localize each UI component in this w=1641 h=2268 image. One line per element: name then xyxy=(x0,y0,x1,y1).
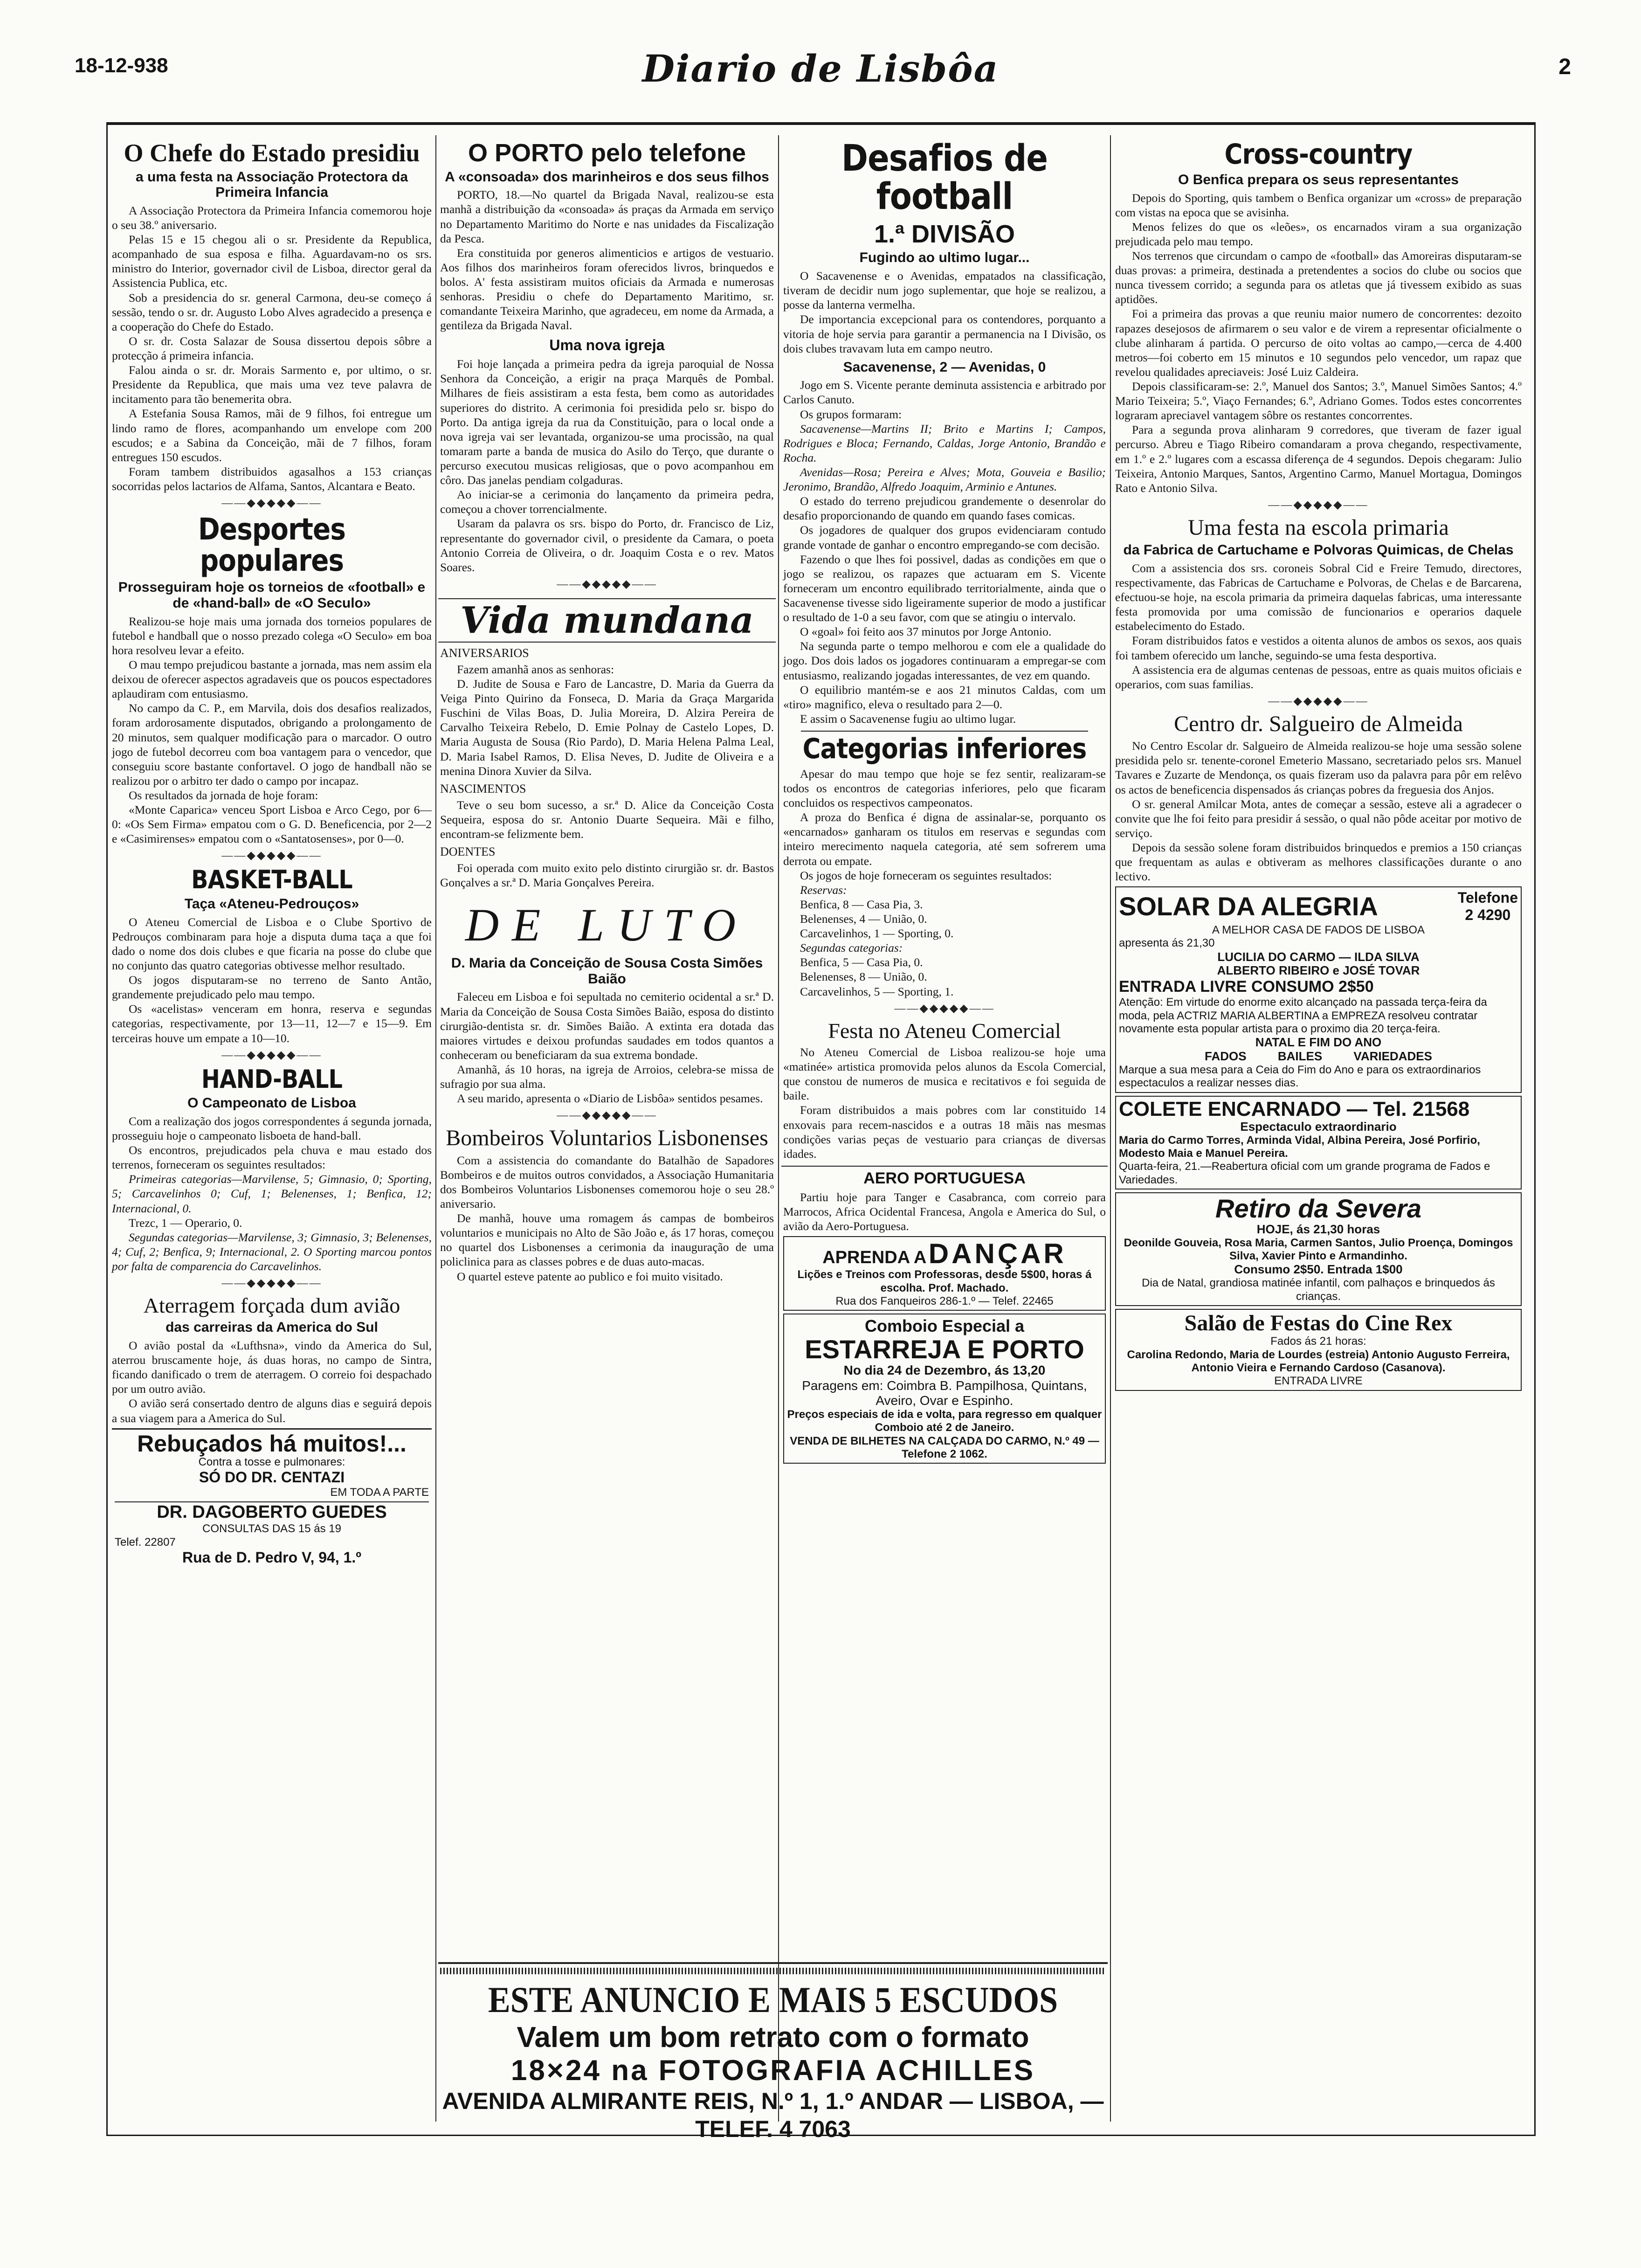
article-body: Foi operada com muito exito pelo distinto cirurgião sr. dr. Bastos Gonçalves a sr.ª D. Maria Gonçalves Pereira. xyxy=(440,861,774,890)
article-body: Teve o seu bom sucesso, a sr.ª D. Alice da Conceição Costa Sequeira, esposa do sr. Antonio Duarte Sequeira. Mãi e filho, encontram-se felizmente bem. xyxy=(440,798,774,841)
article-subheadline: das carreiras da America do Sul xyxy=(165,1320,378,1335)
section-label: NASCIMENTOS xyxy=(440,781,526,795)
article-subheadline: Taça «Ateneu-Pedrouços» xyxy=(184,896,359,912)
article-headline: O Chefe do Estado presidiu xyxy=(124,139,420,167)
article-headline: Bombeiros Voluntarios Lisbonenses xyxy=(446,1126,768,1151)
article-headline: O PORTO pelo telefone xyxy=(468,139,746,167)
article-headline: AERO PORTUGUESA xyxy=(781,1166,1108,1187)
ornament-divider: ——◆◆◆◆◆—— xyxy=(221,850,322,862)
article-subheadline: D. Maria da Conceição de Sousa Costa Simões Baião xyxy=(451,955,763,987)
article-headline: Aterragem forçada dum avião xyxy=(143,1293,400,1318)
column-3 xyxy=(781,135,1108,2122)
article-body: PORTO, 18.—No quartel da Brigada Naval, realizou-se esta manhã a distribuição da «consoada» ás praças da Armada em serviço no Departamento Maritimo do Norte e nas unidades da Fiscalização da Pesca. Era constituida por generos alimenticios e artigos de vestuario. Aos filhos dos marinheiros foram oferecidos livros, brinquedos e bolos. A' festa assistiram muitos oficiais da Armada e numerosas senhoras. Presidiu o chefe do Departamento Maritimo, sr. comandante Teixeira Marinho, que agradeceu, em nome da Armada, a gentileza da Brigada Naval. xyxy=(440,188,774,332)
issue-date: 18-12-938 xyxy=(75,54,168,77)
article-body: Realizou-se hoje mais uma jornada dos torneios populares de futebol e handball que o nosso prezado colega «O Seculo» em boa hora resolveu levar a efeito. O mau tempo prejudicou bastante a jornada, mas nem assim ela deixou de oferecer aspectos agradaveis que os poucos espectadores aplaudiram com entusiasmo. No campo da C. P., em Marvila, dois dos desafios realizados, foram ardorosamente disputados, obrigando a prolongamento de 20 minutos, sem qualquer modificação para o marcador. O outro jogo de futebol decorreu com boa vantagem para o vencedor, que conseguiu score bastante confortavel. O jogo de handball não se realizou por o arbitro ter dado o campo por incapaz. Os resultados da jornada de hoje foram: «Monte Caparica» venceu Sport Lisboa e Arco Cego, por 6—0: «Os Sem Firma» empatou com o G. D. Beneficencia, por 2—2 e «Casimirenses» empatou com o «Santatosenses», por 0—0. xyxy=(112,614,432,846)
article-headline: Desafios de football xyxy=(841,138,1048,218)
article-body: O Ateneu Comercial de Lisboa e o Clube Sportivo de Pedrouços combinaram para hoje a disputa duma taça a que foi dado o nome dos dois clubes e que ficaria na posse do clube que no conjunto das quatro categorias obtivesse melhor resultado. Os jogos disputaram-se no terreno de Santo Antão, grandemente prejudicado pelo mau tempo. Os «acelistas» venceram em honra, reserva e segundas categorias, respectivamente, por 13—11, 12—7 e 15—9. Em terceiras houve um empate a 10—10. xyxy=(112,915,432,1045)
column-rule xyxy=(1110,135,1111,2122)
ad-line: AVENIDA ALMIRANTE REIS, N.º 1, 1.º ANDAR — LISBOA, — TELEF. 4 7063 xyxy=(442,2088,1104,2143)
article-headline: Uma festa na escola primaria xyxy=(1188,515,1449,540)
advertisement-rebucados: Rebuçados há muitos!... Contra a tosse e pulmonares: SÓ DO DR. CENTAZI EM TODA A PARTE DR. DAGOBERTO GUEDES CONSULTAS DAS 15 ás 19 Telef. 22807 Rua de D. Pedro V, 94, 1.º xyxy=(112,1428,432,1568)
article-headline: Uma nova igreja xyxy=(549,337,665,354)
article-headline: Categorias inferiores xyxy=(801,731,1088,764)
article-headline: Festa no Ateneu Comercial xyxy=(828,1018,1061,1043)
match-score: Sacavenense, 2 — Avenidas, 0 xyxy=(843,359,1046,375)
article-body: No Centro Escolar dr. Salgueiro de Almeida realizou-se hoje uma sessão solene presidida pelo sr. tenente-coronel Emeterio Massano, secretariado pelos srs. Manuel Tavares e Zuzarte de Mendonça, os quais fizeram uso da palavra para pôr em relêvo os actos de beneficencia dispensados ás crianças pobres da freguesia dos Anjos. O sr. general Amilcar Mota, antes de começar a sessão, esteve ali a agradecer o convite que lhe foi feito para presidir á sessão, o qual não pôde aceitar por motivo de serviço. Depois da sessão solene foram distribuidos brinquedos e premios a 150 crianças que frequentam as aulas e obtiveram as melhores classificações durante o ano lectivo. xyxy=(1115,739,1522,884)
article-body: Com a assistencia dos srs. coroneis Sobral Cid e Freire Temudo, directores, respectivamente, das Fabricas de Cartuchame e Polvoras, de Chelas e de Barcarena, efectuou-se hoje, na escola primaria da primeira daquelas fabricas, uma interessante festa promovida por uma comissão de funcionarios e operarios daquele estabelecimento do Estado. Foram distribuidos fatos e vestidos a oitenta alunos de ambos os sexos, aos quais foi tambem oferecido um lanche, seguindo-se uma festa desportiva. A assistencia era de algumas centenas de pessoas, entre as quais muitos oficiais e operarios, com suas familias. xyxy=(1115,561,1522,691)
advertisement-fotografia-achilles xyxy=(438,1962,1108,2143)
article-headline: HAND-BALL xyxy=(201,1064,343,1094)
ornament-divider: ——◆◆◆◆◆—— xyxy=(221,1277,322,1290)
page-number: 2 xyxy=(1558,55,1571,79)
section-title-vida-mundana: Vida mundana xyxy=(438,598,776,643)
article-body: Faleceu em Lisboa e foi sepultada no cemiterio ocidental a sr.ª D. Maria da Conceição de Sousa Costa Simões Baião, esposa do distinto cirurgião-dentista sr. dr. Simões Baião. A extinta era dotada das maiores virtudes e deixou profundas saudades em todos quantos a conheceram ou beneficiaram da sua extrema bondade. Amanhã, ás 10 horas, na igreja de Arroios, celebra-se missa de sufragio por sua alma. A seu marido, apresenta o «Diario de Lisbôa» sentidos pesames. xyxy=(440,990,774,1106)
article-body: Foi hoje lançada a primeira pedra da igreja paroquial de Nossa Senhora da Conceição, a erigir na praça Marquês de Pombal. Milhares de fieis assistiram a esta festa, bem como as autoridades superiores do distrito. A cerimonia foi presidida pelo sr. bispo do Porto. Da antiga igreja da rua da Constituição, para o local onde a nova igreja vai ser levantada, organizou-se uma procissão, na qual tomaram parte a banda de musica do Asilo do Terço, que durante o percurso executou musicas religiosas, que o povo acompanhou em côro. Das janelas pendiam colgaduras. Ao iniciar-se a cerimonia do lançamento da primeira pedra, começou a chover torrencialmente. Usaram da palavra os srs. bispo do Porto, dr. Francisco de Liz, representante do governador civil, o presidente da Camara, o poeta Antonio Correia de Oliveira, o dr. Joaquim Costa e o rev. Matos Soares. xyxy=(440,357,774,574)
article-body: O avião postal da «Lufthsna», vindo da America do Sul, aterrou bruscamente hoje, ás duas horas, no campo de Sintra, ficando danificado o trem de aterragem. O correio foi despachado por um outro avião. O avião será consertado dentro de alguns dias e seguirá depois a sua viagem para a America do Sul. xyxy=(112,1339,432,1425)
article-body: Partiu hoje para Tanger e Casabranca, com correio para Marrocos, Africa Ocidental Francesa, Angola e America do Sul, o avião da Aero-Portuguesa. xyxy=(783,1190,1106,1233)
article-subheadline: Prosseguiram hoje os torneios de «football» e de «hand-ball» de «O Seculo» xyxy=(118,580,426,611)
article-body: A Associação Protectora da Primeira Infancia comemorou hoje o seu 38.º aniversario. Pelas 15 e 15 chegou ali o sr. Presidente da Republica, acompanhado de sua esposa e filha. Aguardavam-no os srs. ministro do Interior, governador civil de Lisboa, director geral da Assistencia Publica, etc. Sob a presidencia do sr. general Carmona, deu-se começo á sessão, tendo o sr. dr. Augusto Lobo Alves agradecido a presença e a cooperação do Chefe do Estado. O sr. dr. Costa Salazar de Sousa dissertou depois sôbre a protecção á primeira infancia. Falou ainda o sr. dr. Morais Sarmento e, por ultimo, o sr. Presidente da Republica, que mais uma vez teve palavra de incitamento para tão benemerita obra. A Estefania Sousa Ramos, mãi de 9 filhos, foi entregue um lindo ramo de flores, acompanhando um envelope com 200 escudos; e a Sabina da Conceição, mãi de 7 filhos, foram entregues 150 escudos. Foram tambem distribuidos agasalhos a 153 crianças socorridas pelos lactarios de Alfama, Santos, Alcantara e Beato. xyxy=(112,203,432,493)
ornament-divider: ——◆◆◆◆◆—— xyxy=(894,1002,995,1015)
article-body: No Ateneu Comercial de Lisboa realizou-se hoje uma «matinée» artistica promovida pelos alunos da Escola Comercial, que constou de numeros de musica e recitativos e foi seguida de baile. Foram distribuidos a mais pobres com lar constituido 14 enxovais para recem-nascidos e a outras 18 mãis nas mesmas condições varias peças de vestuario para crianças de diversas idades. xyxy=(783,1045,1106,1161)
article-body: Depois do Sporting, quis tambem o Benfica organizar um «cross» de preparação com vistas na epoca que se avisinha. Menos felizes do que os «leões», os encarnados viram a sua organização prejudicada pelo mau tempo. Nos terrenos que circundam o campo de «football» das Amoreiras disputaram-se duas provas: a primeira, destinada a pretendentes a socios do clube ou socios que nunca tivessem corrido; a segunda para os atletas que já tivessem exibido as suas aptidões. Foi a primeira das provas a que reuniu maior numero de concorrentes: dezoito rapazes desejosos de afirmarem o seu valor e de virem a representar oficialmente o clube alinharam á partida. O percurso de oito voltas ao campo,—cerca de 4.400 metros—foi coberto em 15 minutos e 10 segundos pelo vencedor, um rapaz que revelou qualidades apreciaveis: José Luiz Caldeira. Depois classificaram-se: 2.º, Manuel dos Santos; 3.º, Manuel Simões Santos; 4.º Mario Teixeira; 5.º, Viaço Fernandes; 6.º, Adriano Gomes. Todos estes concorrentes lograram apreciavel vantagem sôbre os restantes concorrentes. Para a segunda prova alinharam 9 corredores, que tiveram de fazer igual percurso. Abreu e Tiago Ribeiro comandaram a prova chegando, respectivamente, em 1.º e 2.º lugares com a escassa diferença de 4 segundos. Depois chegaram: Julio Teixeira, Antonio Marques, Santos, Argentino Carmo, Manuel Mortagua, Domingos Rato e Antonio Silva. xyxy=(1115,191,1522,495)
advertisement-retiro-da-severa: Retiro da Severa HOJE, ás 21,30 horas Deonilde Gouveia, Rosa Maria, Carmen Santos, Julio Proença, Domingos Silva, Xavier Pinto e Armandinho. Consumo 2$50. Entrada 1$00 Dia de Natal, grandiosa matinée infantil, com palhaços e brinquedos ás crianças. xyxy=(1115,1192,1522,1306)
advertisement-solar-da-alegria: SOLAR DA ALEGRIA Telefone 2 4290 A MELHOR CASA DE FADOS DE LISBOA apresenta ás 21,30 LUCILIA DO CARMO — ILDA SILVA ALBERTO RIBEIRO e JOSÉ TOVAR ENTRADA LIVRE CONSUMO 2$50 Atenção: Em virtude do enorme exito alcançado na passada terça-feira da moda, pela ACTRIZ MARIA ALBERTINA a EMPREZA resolveu contratar novamente esta popular artista para o proximo dia 20 terça-feira. NATAL E FIM DO ANO FADOS BAILES VARIEDADES Marque a sua mesa para a Ceia do Fim do Ano e para os extraordinarios espectaculos a realizar nesses dias. xyxy=(1115,886,1522,1093)
newspaper-title: Diario de Lisbôa xyxy=(642,47,999,90)
ad-line: 18×24 na FOTOGRAFIA ACHILLES xyxy=(510,2054,1035,2087)
article-subheadline: O Campeonato de Lisboa xyxy=(187,1095,356,1111)
advertisement-colete-encarnado: COLETE ENCARNADO — Tel. 21568 Espectaculo extraordinario Maria do Carmo Torres, Arminda Vidal, Albina Pereira, José Porfirio, Modesto Maia e Manuel Pereira. Quarta-feira, 21.—Reabertura oficial com um grande programa de Fados e Variedades. xyxy=(1115,1096,1522,1189)
article-headline: BASKET-BALL xyxy=(191,865,352,895)
article-headline: Desportes populares xyxy=(198,512,345,579)
advertisement-comboio-especial: Comboio Especial a ESTARREJA E PORTO No dia 24 de Dezembro, ás 13,20 Paragens em: Coimbra B. Pampilhosa, Quintans, Aveiro, Ovar e Espinho. Preços especiais de ida e volta, para regresso em qualquer Comboio até 2 de Janeiro. VENDA DE BILHETES NA CALÇADA DO CARMO, N.º 49 — Telefone 2 1062. xyxy=(783,1314,1106,1464)
column-4 xyxy=(1113,135,1524,2122)
section-label: DOENTES xyxy=(440,845,496,859)
column-2 xyxy=(438,135,776,2122)
article-kicker: Fugindo ao ultimo lugar... xyxy=(859,250,1030,266)
article-subheadline: 1.ª DIVISÃO xyxy=(874,220,1015,248)
decorative-stripe xyxy=(440,1968,1106,1974)
article-body: Apesar do mau tempo que hoje se fez sentir, realizaram-se todos os encontros de categorias inferiores, pelo que ficaram concluidos os respectivos campeonatos. A proza do Benfica é digna de assinalar-se, porquanto os «encarnados» ganharam os titulos em reservas e segundas com inteiro merecimento naquela categoria, até sem sofrerem uma derrota ou empate. Os jogos de hoje forneceram os seguintes resultados: Reservas: Benfica, 8 — Casa Pia, 3. Belenenses, 4 — União, 0. Carcavelinhos, 1 — Sporting, 0. Segundas categorias: Benfica, 5 — Casa Pia, 0. Belenenses, 8 — União, 0. Carcavelinhos, 5 — Sporting, 1. xyxy=(783,767,1106,998)
section-title-de-luto: DE LUTO xyxy=(465,899,749,951)
ornament-divider: ——◆◆◆◆◆—— xyxy=(221,1049,322,1061)
ornament-divider: ——◆◆◆◆◆—— xyxy=(221,497,322,510)
article-body: Com a realização dos jogos correspondentes á segunda jornada, prosseguiu hoje o campeonato lisboeta de hand-ball. Os encontros, prejudicados pela chuva e mau estado dos terrenos, forneceram os seguintes resultados: Primeiras categorias—Marvilense, 5; Gimnasio, 0; Sporting, 5; Carcavelinhos 0; Cuf, 1; Belenenses, 1; Benfica, 12; Internacional, 0. Trezc, 1 — Operario, 0. Segundas categorias—Marvilense, 3; Gimnasio, 3; Belenenses, 4; Cuf, 2; Benfica, 9; Internacional, 2. O Sporting marcou pontos por falta de comparencia do Carcavelinhos. xyxy=(112,1114,432,1273)
section-label: ANIVERSARIOS xyxy=(440,646,529,660)
ornament-divider: ——◆◆◆◆◆—— xyxy=(557,1109,657,1122)
article-subheadline: O Benfica prepara os seus representantes xyxy=(1178,172,1459,187)
article-subheadline: a uma festa na Associação Protectora da Primeira Infancia xyxy=(135,169,408,201)
article-headline: Centro dr. Salgueiro de Almeida xyxy=(1174,711,1463,736)
ornament-divider: ——◆◆◆◆◆—— xyxy=(1268,695,1369,707)
column-rule xyxy=(778,135,779,2122)
advertisement-aprenda-dancar: APRENDA A DANÇAR Lições e Treinos com Professoras, desde 5$00, horas á escolha. Prof. Machado. Rua dos Fanqueiros 286-1.º — Telef. 22465 xyxy=(783,1236,1106,1311)
article-headline: Cross-country xyxy=(1224,138,1413,171)
ornament-divider: ——◆◆◆◆◆—— xyxy=(1268,498,1369,511)
article-subheadline: A «consoada» dos marinheiros e dos seus filhos xyxy=(445,169,769,185)
column-1 xyxy=(110,135,434,2122)
column-rule xyxy=(435,135,436,2122)
advertisement-cine-rex: Salão de Festas do Cine Rex Fados ás 21 horas: Carolina Redondo, Maria de Lourdes (estreia) Antonio Augusto Ferreira, Antonio Vieira e Fernando Cardoso (Casanova). ENTRADA LIVRE xyxy=(1115,1309,1522,1391)
ad-line: Valem um bom retrato com o formato xyxy=(517,2021,1029,2054)
article-body: Com a assistencia do comandante do Batalhão de Sapadores Bombeiros e de muitos outros convidados, a Associação Humanitaria dos Bombeiros Voluntarios Lisbonenses comemorou hoje o seu 28.º aniversario. De manhã, houve uma romagem ás campas de bombeiros voluntarios e municipais no Alto de São João e, ás 17 horas, começou no quartel dos Lisbonenses a cerimonia da inauguração de uma policlinica para as classes pobres e de duas auto-macas. O quartel esteve patente ao publico e foi muito visitado. xyxy=(440,1153,774,1283)
article-body: Fazem amanhã anos as senhoras: D. Judite de Sousa e Faro de Lancastre, D. Maria da Guerra da Veiga Pinto Quirino da Fonseca, D. Maria da Graça Margarida Fuschini de Vilas Boas, D. Julia Moreira, D. Alzira Pereira de Carvalho Teixeira Rebelo, D. Emie Polnay de Castelo Lopes, D. Maria Augusta de Sousa (Rio Pardo), D. Maria Helena Palma Leal, D. Maria Isabel Ramos, D. Elisa Neves, D. Judite de Oliveira e a menina Dinora Xuvier da Silva. xyxy=(440,662,774,778)
article-subheadline: da Fabrica de Cartuchame e Polvoras Quimicas, de Chelas xyxy=(1123,542,1514,558)
ad-line: ESTE ANUNCIO E MAIS 5 ESCUDOS xyxy=(488,1979,1058,2020)
ornament-divider: ——◆◆◆◆◆—— xyxy=(557,578,657,590)
article-body: O Sacavenense e o Avenidas, empatados na classificação, tiveram de decidir num jogo suplementar, que hoje se realizou, a posse da lanterna vermelha. De importancia excepcional para os contendores, porquanto a vitoria de hoje servia para garantir a permanencia na I Divisão, os dois clubes travavam luta em campo neutro. xyxy=(783,269,1106,355)
article-body: Jogo em S. Vicente perante deminuta assistencia e arbitrado por Carlos Canuto. Os grupos formaram: Sacavenense—Martins II; Brito e Martins I; Campos, Rodrigues e Bloca; Fernando, Caldas, Jorge Antonio, Brandão e Rocha. Avenidas—Rosa; Pereira e Alves; Mota, Gouveia e Basilio; Jeronimo, Brandão, Alfredo Joaquim, Arminio e Antunes. O estado do terreno prejudicou grandemente o desenrolar do desafio proporcionando de quando em quando fases comicas. Os jogadores de qualquer dos grupos evidenciaram contudo grande vontade de ganhar o encontro empregando-se com decisão. Fazendo o que lhes foi possivel, dadas as condições em que o jogo se realizou, os rapazes que actuaram em S. Vicente forneceram um encontro equilibrado territorialmente, ainda que o Sacavenense tivesse sido ligeiramente superior de modo a justificar o resultado de 1-0 a seu favor, com que se atingiu o intervalo. O «goal» foi feito aos 37 minutos por Jorge Antonio. Na segunda parte o tempo melhorou e com ele a qualidade do jogo. Dos dois lados os jogadores continuaram a empregar-se com entusiasmo, realizando jogadas interessantes, de vez em quando. O equilibrio mantém-se e aos 21 minutos Caldas, com um «tiro» magnifico, eleva o resultado para 2—0. E assim o Sacavenense fugiu ao ultimo lugar. xyxy=(783,378,1106,726)
